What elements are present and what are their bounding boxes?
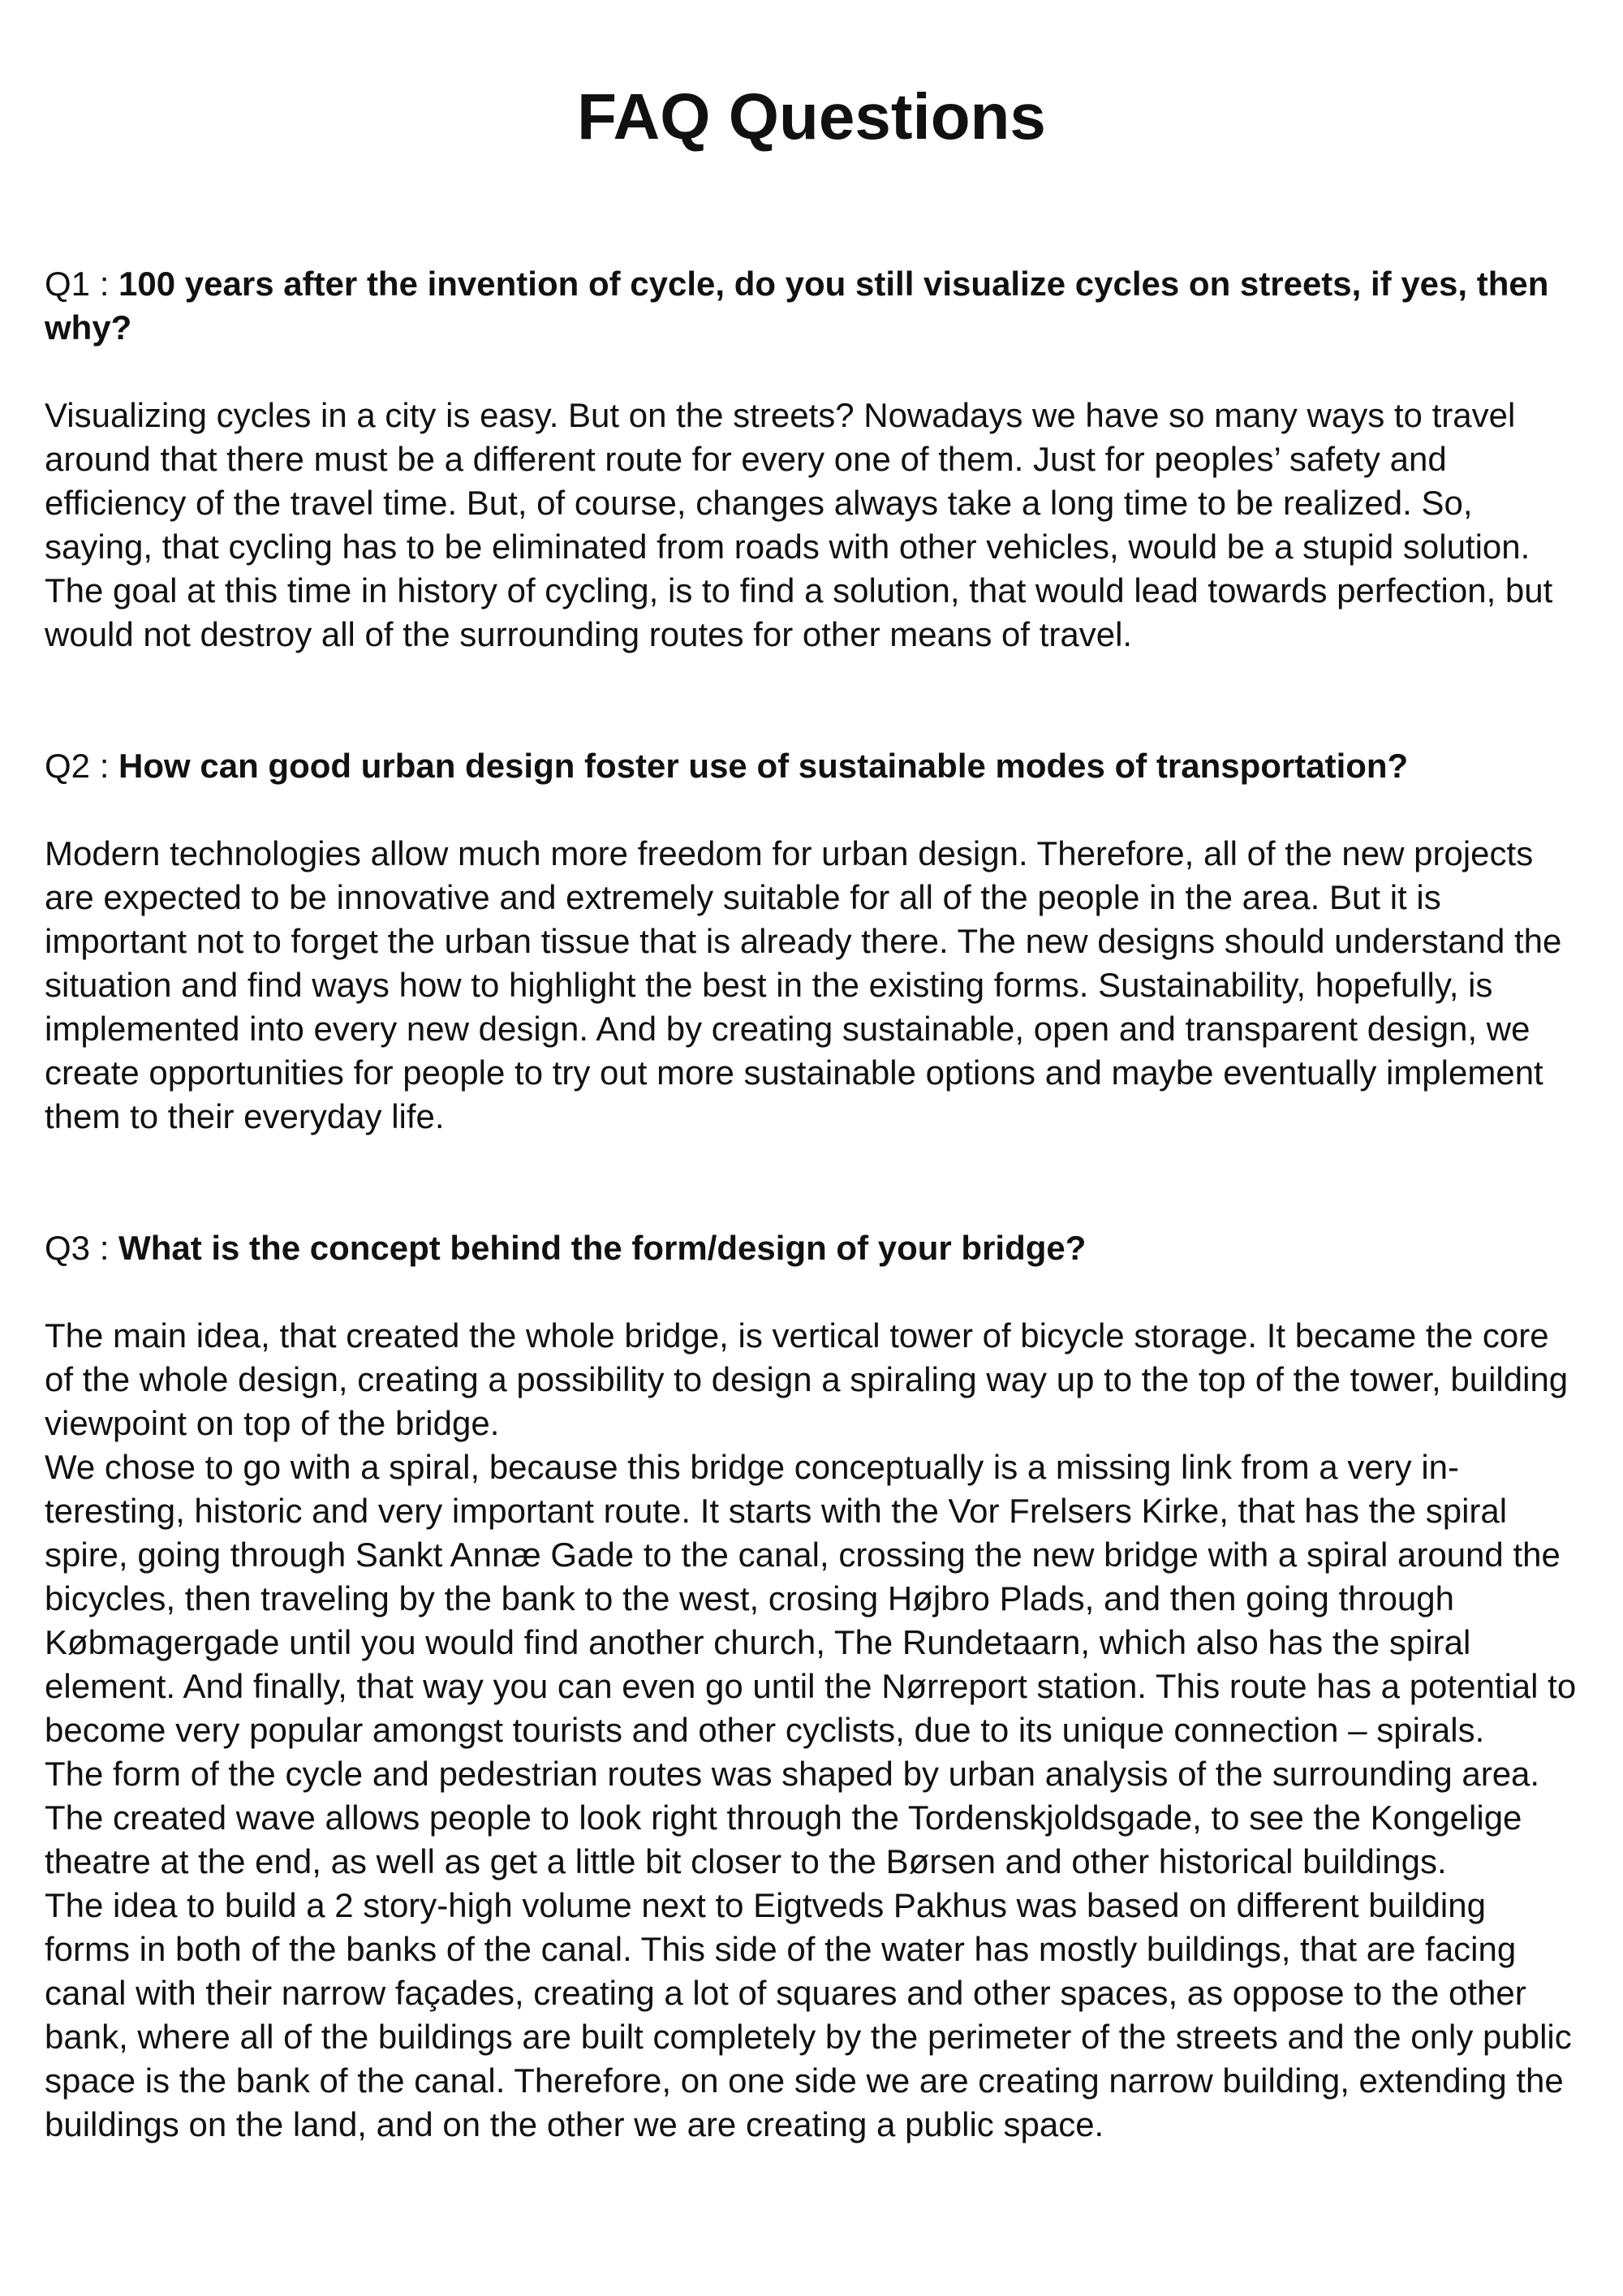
- answer-paragraph: Modern technologies allow much more freedom for urban design. Therefore, all of the new projects are expected to be innovative and extremely suitable for all of the people in the area. But it is important not to forget the urban tissue that is already there. The new designs should understand the situation and find ways how to highlight the best in the existing forms. Sustainability, hopefully, is implemented into every new design. And by creating sustainable, open and transparent design, we create opportunities for people to try out more sustainable options and maybe eventually implement them to their everyday life.: [45, 834, 1562, 1135]
- faq-answer: [45, 832, 1578, 1139]
- answer-paragraph: Visualizing cycles in a city is easy. But on the streets? Nowadays we have so many ways to travel around that there must be a different route for every one of them. Just for peoples’ safety and efficiency of the travel time. But, of course, changes always take a long time to be realized. So, saying, that cycling has to be eliminated from roads with other vehicles, would be a stupid solution. The goal at this time in history of cycling, is to find a solution, that would lead towards perfection, but would not destroy all of the surrounding routes for other means of travel.: [45, 396, 1553, 653]
- faq-item-q2: [45, 744, 1578, 1139]
- question-text: How can good urban design foster use of sustainable modes of transportation?: [118, 747, 1409, 785]
- answer-paragraph: We chose to go with a spiral, because this bridge conceptually is a missing link from a very interesting, historic and very important route. It starts with the Vor Frelsers Kirke, that has the spiral spire, going through Sankt Annæ Gade to the canal, crossing the new bridge with a spiral around the bicycles, then traveling by the bank to the west, crosing Højbro Plads, and then going through Købmagergade until you would find another church, The Rundetaarn, which also has the spiral element. And finally, that way you can even go until the Nørreport station. This route has a potential to become very popular amongst tourists and other cyclists, due to its unique connection – spirals.: [45, 1448, 1577, 1749]
- question-label: Q2 :: [45, 747, 119, 785]
- page-title: FAQ Questions: [577, 80, 1046, 153]
- question-label: Q1 :: [45, 265, 119, 303]
- answer-paragraph: The main idea, that created the whole bridge, is vertical tower of bicycle storage. It became the core of the whole design, creating a possibility to design a spiraling way up to the top of the tower, building viewpoint on top of the bridge.: [45, 1316, 1569, 1442]
- faq-item-q1: [45, 262, 1578, 657]
- faq-answer: [45, 1314, 1578, 2147]
- faq-question: [45, 1226, 1578, 1270]
- question-label: Q3 :: [45, 1229, 119, 1267]
- faq-question: [45, 262, 1578, 350]
- answer-paragraph: The form of the cycle and pedestrian routes was shaped by urban analysis of the surrounding area. The created wave allows people to look right through the Tordenskjoldsgade, to see the Kongelige theatre at the end, as well as get a little bit closer to the Børsen and other historical buildings.: [45, 1755, 1540, 1880]
- answer-paragraph: The idea to build a 2 story-high volume next to Eigtveds Pakhus was based on different building forms in both of the banks of the canal. This side of the water has mostly buildings, that are facing canal with their narrow façades, creating a lot of squares and other spaces, as oppose to the other bank, where all of the buildings are built completely by the perimeter of the streets and the only public space is the bank of the canal. Therefore, on one side we are creating narrow building, extending the buildings on the land, and on the other we are creating a public space.: [45, 1886, 1572, 2143]
- question-text: What is the concept behind the form/design of your bridge?: [118, 1229, 1087, 1267]
- faq-item-q3: [45, 1226, 1578, 2147]
- faq-question: [45, 744, 1578, 788]
- faq-answer: [45, 394, 1578, 657]
- question-text: 100 years after the invention of cycle, do you still visualize cycles on streets, if yes, then why?: [45, 265, 1549, 347]
